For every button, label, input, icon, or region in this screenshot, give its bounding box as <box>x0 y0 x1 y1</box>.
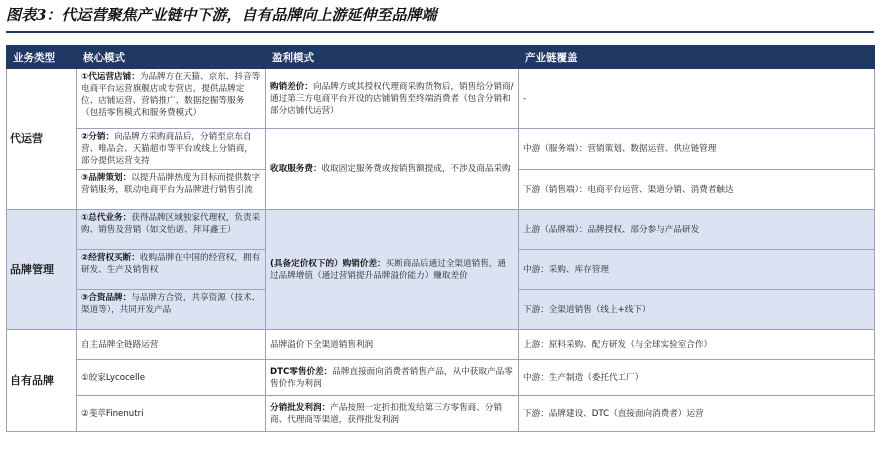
coverage-cell: 中游（服务端）：营销策划、数据运营、供应链管理 <box>519 129 875 170</box>
header-profit-model: 盈利模式 <box>266 46 519 69</box>
profit-cell <box>266 210 519 330</box>
coverage-cell: 下游：品牌建设、DTC（直接面向消费者）运营 <box>519 396 875 432</box>
core-keyword: ③合资品牌： <box>81 293 132 303</box>
table-row <box>7 129 875 170</box>
profit-keyword: (具备定价权下的）购销价差： <box>270 258 386 269</box>
business-model-table <box>6 45 875 432</box>
coverage-cell <box>519 69 875 129</box>
core-text: 以提升品牌热度为目标而提供数字营销服务，联动电商平台为品牌进行销售引流 <box>81 173 261 195</box>
coverage-cell: 下游（销售端）：电商平台运营、渠道分销、消费者触达 <box>519 170 875 210</box>
core-text: 与品牌方合资，共享资源（技术、渠道等），共同开发产品 <box>81 293 261 315</box>
table-row <box>7 330 875 360</box>
profit-cell <box>266 129 519 210</box>
profit-text: 向品牌方或其授权代理商采购货物后，销售给分销商/通过第三方电商平台开设的店铺销售至终端消费者（包含分销和部分店铺代运营） <box>270 81 514 116</box>
header-row <box>7 46 875 69</box>
core-keyword: ②分销： <box>81 132 115 142</box>
coverage-cell: 上游（品牌端）：品牌授权、部分参与产品研发 <box>519 210 875 250</box>
table-row <box>7 210 875 250</box>
core-keyword: ①总代业务： <box>81 213 132 223</box>
profit-keyword: 购销差价： <box>270 81 313 92</box>
type-cell: 品牌管理 <box>7 210 77 330</box>
core-keyword: ③品牌策划： <box>81 173 132 183</box>
core-keyword: ②经营权买断： <box>81 253 140 263</box>
profit-cell: 品牌溢价下全渠道销售利润 <box>266 330 519 360</box>
coverage-cell: 中游：生产制造（委托代工厂） <box>519 360 875 396</box>
core-cell <box>77 210 266 250</box>
profit-cell <box>266 69 519 129</box>
header-coverage: 产业链覆盖 <box>519 46 875 69</box>
core-cell <box>77 290 266 330</box>
coverage-dash: - <box>523 93 527 104</box>
core-cell <box>77 250 266 290</box>
profit-text: 产品按照一定折扣批发给第三方零售商、分销商、代理商等渠道，获得批发利润 <box>270 402 503 425</box>
profit-keyword: 分销批发利润： <box>270 402 331 413</box>
table-row <box>7 360 875 396</box>
table-row <box>7 396 875 432</box>
core-cell: ②斐萃Finenutri <box>77 396 266 432</box>
profit-text: 收取固定服务费或按销售额提成，不涉及商品采购 <box>321 164 511 174</box>
coverage-cell: 下游：全渠道销售（线上+线下） <box>519 290 875 330</box>
core-text: 为品牌方在天猫、京东、抖音等电商平台运营旗舰店或专营店，提供品牌定位、店铺运营、营销推广、数据挖掘等服务（包括零售模式和服务费模式） <box>81 72 261 118</box>
core-cell: 自主品牌全链路运营 <box>77 330 266 360</box>
table-row <box>7 69 875 129</box>
profit-keyword: DTC零售价差： <box>270 366 333 377</box>
profit-cell <box>266 396 519 432</box>
figure-title: 图表3：代运营聚焦产业链中下游，自有品牌向上游延伸至品牌端 <box>6 6 437 24</box>
core-text: 获得品牌区域独家代理权，负责采购、销售及营销（如文怡诺、拜耳鑫王） <box>81 213 261 235</box>
core-cell: ①皎家Lycocelle <box>77 360 266 396</box>
coverage-cell: 上游：原料采购、配方研发（与全球实验室合作） <box>519 330 875 360</box>
core-text: 收购品牌在中国的经营权，拥有研发、生产及销售权 <box>81 253 261 275</box>
profit-keyword: 收取服务费： <box>270 164 322 174</box>
type-cell: 自有品牌 <box>7 330 77 432</box>
profit-text: 买断商品后通过全渠道销售，通过品牌增值（通过营销提升品牌溢价能力）赚取差价 <box>270 258 506 281</box>
header-core-model: 核心模式 <box>77 46 266 69</box>
core-cell <box>77 69 266 129</box>
core-cell <box>77 170 266 210</box>
title-divider <box>6 31 874 33</box>
profit-cell <box>266 360 519 396</box>
core-keyword: ①代运营店铺： <box>81 72 140 82</box>
type-cell: 代运营 <box>7 69 77 210</box>
profit-text: 品牌直接面向消费者销售产品，从中获取产品零售价作为利润 <box>270 366 513 389</box>
header-business-type: 业务类型 <box>7 46 77 69</box>
coverage-cell: 中游：采购、库存管理 <box>519 250 875 290</box>
core-cell <box>77 129 266 170</box>
core-text: 向品牌方采购商品后，分销至京东自营、唯品会、天猫超市等平台或线上分销商，部分提供运营支持 <box>81 132 253 166</box>
